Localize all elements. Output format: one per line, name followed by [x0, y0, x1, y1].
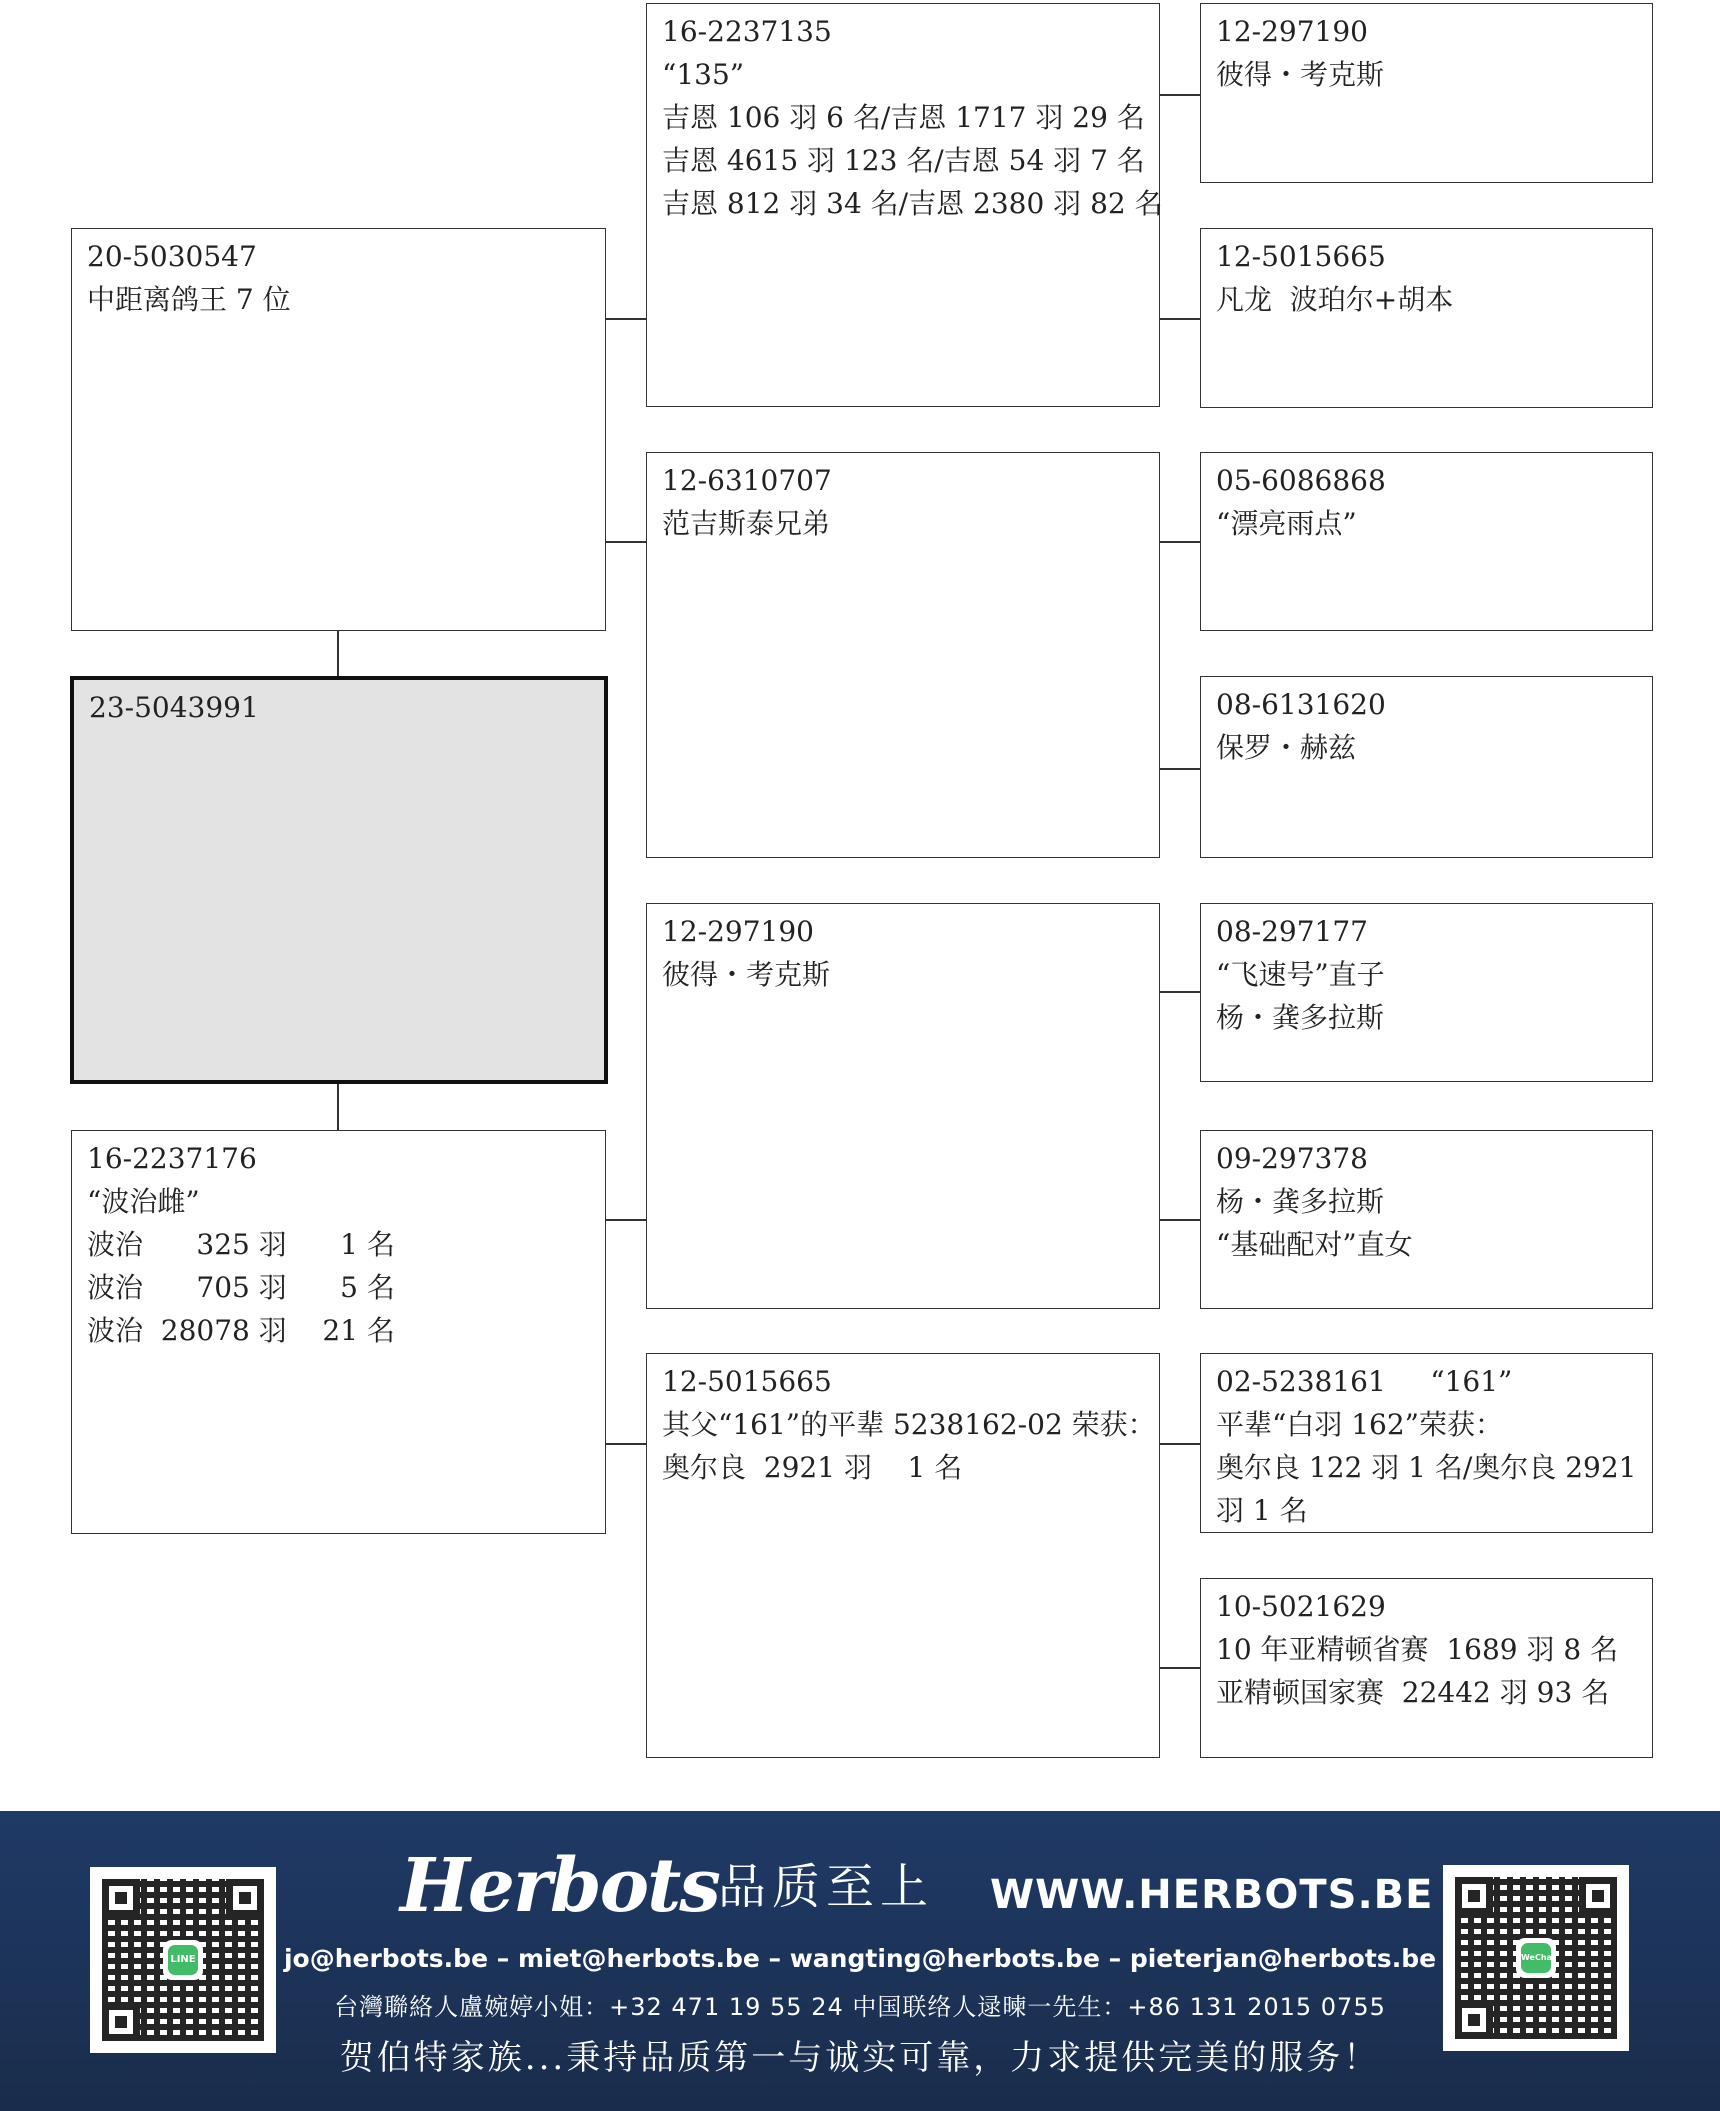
ggp-box-6: [1200, 1130, 1653, 1309]
qr-finder: [102, 1879, 140, 1917]
ggp-box-2: [1200, 228, 1653, 408]
slogan: 品质至上: [718, 1859, 935, 1915]
qr-finder: [1455, 2001, 1493, 2039]
ggp-box-4: [1200, 676, 1653, 858]
pedigree-line: “基础配对”直女: [1216, 1228, 1413, 1261]
pedigree-line: 10 年亚精顿省赛 1689 羽 8 名: [1216, 1633, 1619, 1666]
pedigree-line: 吉恩 812 羽 34 名/吉恩 2380 羽 82 名: [662, 187, 1163, 220]
ring-number: 05-6086868: [1216, 464, 1386, 497]
pedigree-line: 凡龙 波珀尔+胡本: [1216, 283, 1454, 316]
pedigree-line: 吉恩 4615 羽 123 名/吉恩 54 羽 7 名: [662, 144, 1145, 177]
ring-number: 12-6310707: [662, 464, 832, 497]
ggp-box-7: [1200, 1353, 1653, 1533]
motto: 贺伯特家族...秉持品质第一与诚实可靠，力求提供完美的服务！: [339, 2038, 1381, 2078]
pedigree-line: 彼得・考克斯: [662, 958, 831, 991]
pedigree-line: 彼得・考克斯: [1216, 58, 1385, 91]
connector-ggp-1: [1159, 94, 1200, 96]
dam-dam-box: [646, 1353, 1160, 1758]
herbots-logo: Herbots: [400, 1843, 719, 1929]
pedigree-line: 羽 1 名: [1216, 1494, 1308, 1527]
pedigree-line: 吉恩 106 羽 6 名/吉恩 1717 羽 29 名: [662, 101, 1145, 134]
contact-persons: 台灣聯絡人盧婉婷小姐：+32 471 19 55 24 中国联络人逯暕一先生：+86 131 2015 0755: [334, 1993, 1386, 2021]
pedigree-line: “飞速号”直子: [1216, 958, 1385, 991]
ring-number: 16-2237176: [87, 1142, 257, 1175]
connector-ggp-5: [1159, 991, 1200, 993]
line-icon: LINE: [163, 1940, 203, 1980]
ring-number: 12-5015665: [662, 1365, 832, 1398]
footer-banner: [0, 1811, 1720, 2111]
ring-number: 10-5021629: [1216, 1590, 1386, 1623]
connector-ggp-6: [1159, 1219, 1200, 1221]
ring-number: 20-5030547: [87, 240, 257, 273]
pedigree-line: “135”: [662, 58, 745, 91]
pedigree-line: 平辈“白羽 162”荣获：: [1216, 1408, 1503, 1441]
ggp-box-5: [1200, 903, 1653, 1082]
ring-number: 16-2237135: [662, 15, 832, 48]
connector-ggp-4: [1159, 768, 1200, 770]
pedigree-line: 中距离鸽王 7 位: [87, 283, 291, 316]
pedigree-line: 奥尔良 2921 羽 1 名: [662, 1451, 963, 1484]
sire-dam-box: [646, 452, 1160, 858]
pedigree-line: 其父“161”的平辈 5238162-02 荣获：: [662, 1408, 1156, 1441]
ring-number: 12-297190: [662, 915, 814, 948]
pedigree-line: “波治雌”: [87, 1185, 200, 1218]
ring-number: 02-5238161 “161”: [1216, 1365, 1513, 1398]
ring-number: 09-297378: [1216, 1142, 1368, 1175]
pedigree-line: 亚精顿国家赛 22442 羽 93 名: [1216, 1676, 1610, 1709]
pedigree-line: 波治 28078 羽 21 名: [87, 1314, 395, 1347]
ring-number: 08-6131620: [1216, 688, 1386, 721]
connector-subject-sire: [337, 630, 339, 676]
ggp-box-8: [1200, 1578, 1653, 1758]
dam-box: [71, 1130, 606, 1534]
sire-box: [71, 228, 606, 631]
connector-dam-dd: [605, 1443, 646, 1445]
ggp-box-3: [1200, 452, 1653, 631]
qr-finder: [1455, 1877, 1493, 1915]
pedigree-line: 杨・龚多拉斯: [1216, 1001, 1385, 1034]
ggp-box-1: [1200, 3, 1653, 183]
connector-ggp-3: [1159, 541, 1200, 543]
connector-sire-ss: [605, 318, 646, 320]
pedigree-line: 波治 705 羽 5 名: [87, 1271, 395, 1304]
qr-pattern: [1455, 1877, 1617, 2039]
qr-finder: [1579, 1877, 1617, 1915]
brand-row: [400, 1841, 1434, 1931]
pedigree-line: 杨・龚多拉斯: [1216, 1185, 1385, 1218]
connector-sire-sd: [605, 541, 646, 543]
pedigree-line: 奥尔良 122 羽 1 名/奥尔良 2921: [1216, 1451, 1637, 1484]
ring-number: 23-5043991: [89, 691, 259, 724]
pedigree-line: “漂亮雨点”: [1216, 507, 1357, 540]
sire-sire-box: [646, 3, 1163, 407]
qr-finder: [226, 1879, 264, 1917]
website-link[interactable]: WWW.HERBOTS.BE: [990, 1872, 1434, 1918]
ring-number: 12-5015665: [1216, 240, 1386, 273]
connector-ggp-2: [1159, 318, 1200, 320]
ring-number: 08-297177: [1216, 915, 1368, 948]
pedigree-line: 波治 325 羽 1 名: [87, 1228, 395, 1261]
email-list[interactable]: jo@herbots.be – miet@herbots.be – wangting@herbots.be – pieterjan@herbots.be: [283, 1944, 1437, 1973]
wechat-icon: WeChat: [1516, 1938, 1556, 1978]
connector-dam-ds: [605, 1219, 646, 1221]
pedigree-line: 保罗・赫兹: [1216, 731, 1357, 764]
ring-number: 12-297190: [1216, 15, 1368, 48]
subject-box: [70, 676, 608, 1084]
dam-sire-box: [646, 903, 1160, 1309]
connector-subject-dam: [337, 1082, 339, 1130]
wechat-qr-code[interactable]: [1443, 1865, 1629, 2051]
pedigree-line: 范吉斯泰兄弟: [662, 507, 831, 540]
connector-ggp-7: [1159, 1443, 1200, 1445]
connector-ggp-8: [1159, 1667, 1200, 1669]
